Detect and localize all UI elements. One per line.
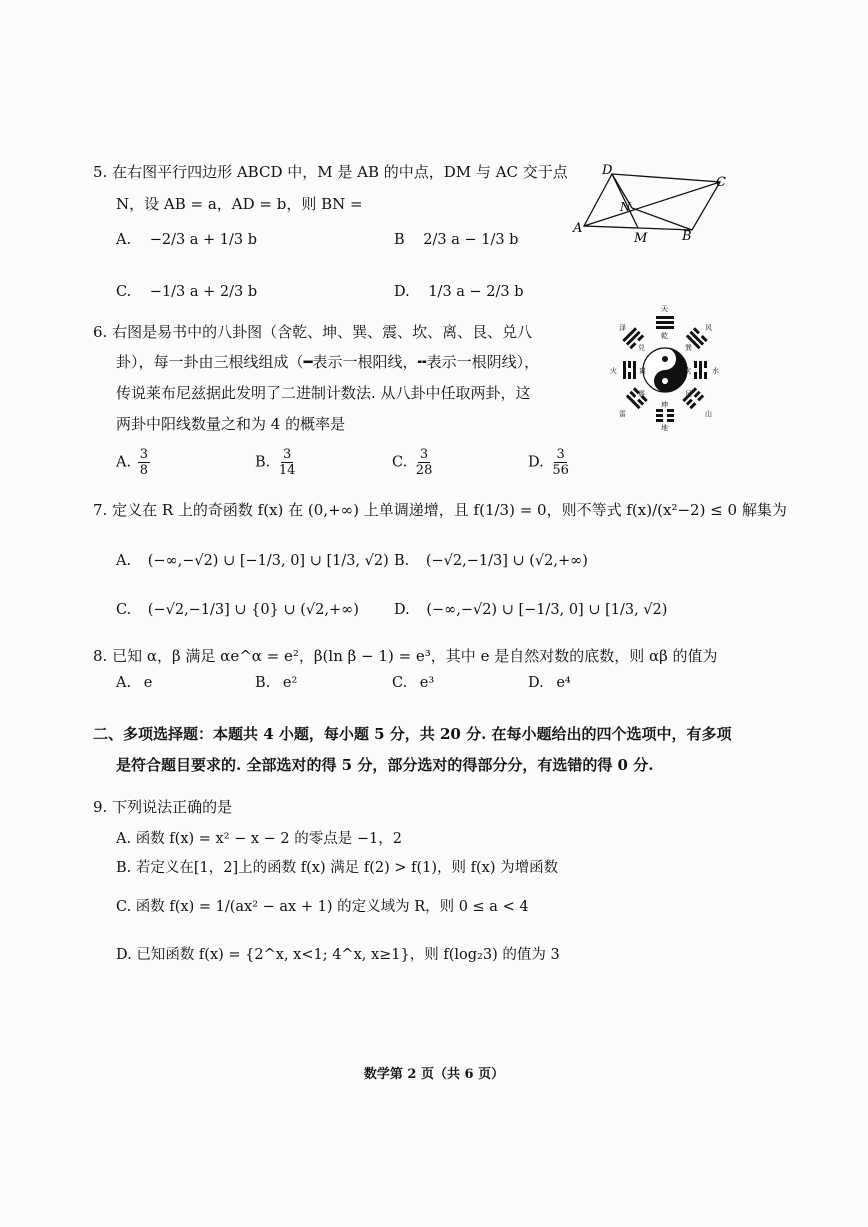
label-b: B [682, 229, 692, 244]
q8-option-b[interactable]: B. e² [255, 675, 298, 691]
q7-option-d[interactable]: D. (−∞,−√2) ∪ [−1/3, 0] ∪ [1/3, √2) [394, 602, 668, 618]
section2-heading-line2: 是符合题目要求的. 全部选对的得 5 分，部分选对的得部分分，有选错的得 0 分. [116, 756, 654, 774]
bagua-label: 风 [705, 324, 712, 332]
q5-option-a[interactable]: A. −2/3 a + 1/3 b [116, 232, 258, 248]
section2-heading-line1: 二、多项选择题：本题共 4 小题，每小题 5 分，共 20 分. 在每小题给出的四个选项中，有多项 [93, 725, 732, 743]
q9-option-b[interactable]: B. 若定义在[1，2]上的函数 f(x) 满足 f(2) > f(1)，则 f(x) 为增函数 [116, 860, 559, 876]
bagua-label: 雷 [619, 410, 626, 418]
trigram-left [623, 361, 636, 379]
label-m: M [634, 231, 648, 245]
q6-stem-line2: 卦），每一卦由三根线组成（━表示一根阳线，╍表示一根阴线）， [116, 353, 540, 371]
q6-option-d[interactable]: D. $\frac{3}{56}$ [528, 447, 569, 478]
q6-stem-line3: 传说莱布尼兹据此发明了二进制计数法. 从八卦中任取两卦，这 [116, 384, 531, 402]
bagua-label: 水 [712, 367, 719, 375]
q9-stem: 9. 下列说法正确的是 [93, 798, 233, 816]
q8-option-c[interactable]: C. e³ [392, 675, 435, 691]
bagua-figure [605, 303, 725, 433]
q9-option-d[interactable]: D. 已知函数 f(x) = {2^x, x<1; 4^x, x≥1}，则 f(log₂3) 的值为 3 [116, 947, 560, 963]
trigram-top [656, 316, 674, 329]
label-n: N [620, 200, 631, 214]
q8-option-a[interactable]: A. e [116, 675, 153, 691]
trigram-bottom [656, 409, 674, 422]
q6-option-b[interactable]: B. $\frac{3}{14}$ [255, 447, 296, 478]
bagua-label: 巽 [685, 344, 692, 352]
bagua-label: 地 [661, 424, 668, 432]
trigram-right [694, 361, 707, 379]
segment-bn [632, 208, 692, 230]
fraction: $\frac{3}{56}$ [552, 447, 569, 478]
bagua-label: 震 [638, 390, 645, 398]
bagua-label: 坤 [661, 401, 668, 409]
bagua-label: 艮 [685, 390, 692, 398]
page-footer: 数学第 2 页（共 6 页） [363, 1067, 505, 1082]
q5-option-d[interactable]: D. 1/3 a − 2/3 b [394, 284, 524, 300]
label-c: C [716, 175, 726, 190]
bagua-label: 离 [639, 367, 646, 375]
q6-option-a[interactable]: A. $\frac{3}{8}$ [116, 447, 148, 478]
bagua-label: 山 [705, 410, 712, 418]
q6-stem-line1: 6. 右图是易书中的八卦图（含乾、坤、巽、震、坎、离、艮、兑八 [93, 323, 533, 341]
parallelogram-figure [570, 160, 730, 245]
bagua-label: 泽 [619, 324, 626, 332]
q6-option-c[interactable]: C. $\frac{3}{28}$ [392, 447, 433, 478]
q5-stem-line2: N，设 AB = a，AD = b，则 BN = [116, 195, 363, 213]
q5-option-c[interactable]: C. −1/3 a + 2/3 b [116, 284, 258, 300]
q7-option-c[interactable]: C. (−√2,−1/3] ∪ {0} ∪ (√2,+∞) [116, 602, 359, 618]
bagua-label: 火 [610, 367, 617, 375]
q7-option-a[interactable]: A. (−∞,−√2) ∪ [−1/3, 0] ∪ [1/3, √2) [116, 553, 389, 569]
bagua-label: 天 [661, 305, 668, 313]
q7-stem: 7. 定义在 R 上的奇函数 f(x) 在 (0,+∞) 上单调递增，且 f(1/3) = 0，则不等式 f(x)/(x²−2) ≤ 0 解集为 [93, 501, 787, 519]
taiji-icon [643, 348, 687, 392]
fraction: $\frac{3}{28}$ [415, 447, 433, 478]
q8-option-d[interactable]: D. e⁴ [528, 675, 571, 691]
q8-stem: 8. 已知 α，β 满足 αe^α = e²，β(ln β − 1) = e³，其中 e 是自然对数的底数，则 αβ 的值为 [93, 647, 718, 665]
fraction: $\frac{3}{14}$ [278, 447, 296, 478]
bagua-label: 坎 [684, 367, 691, 375]
q5-stem-line1: 5. 在右图平行四边形 ABCD 中，M 是 AB 的中点，DM 与 AC 交于点 [93, 163, 568, 181]
q5-option-b[interactable]: B 2/3 a − 1/3 b [394, 232, 519, 248]
q9-option-a[interactable]: A. 函数 f(x) = x² − x − 2 的零点是 −1，2 [116, 831, 402, 847]
bagua-label: 兑 [638, 344, 645, 352]
label-d: D [602, 163, 613, 178]
q7-option-b[interactable]: B. (−√2,−1/3] ∪ (√2,+∞) [394, 553, 588, 569]
fraction: $\frac{3}{8}$ [139, 447, 148, 478]
parallelogram-outline [584, 174, 720, 230]
bagua-label: 乾 [661, 332, 668, 340]
label-a: A [573, 221, 583, 236]
q6-stem-line4: 两卦中阳线数量之和为 4 的概率是 [116, 415, 346, 433]
q9-option-c[interactable]: C. 函数 f(x) = 1/(ax² − ax + 1) 的定义域为 R，则 0 ≤ a < 4 [116, 899, 529, 915]
